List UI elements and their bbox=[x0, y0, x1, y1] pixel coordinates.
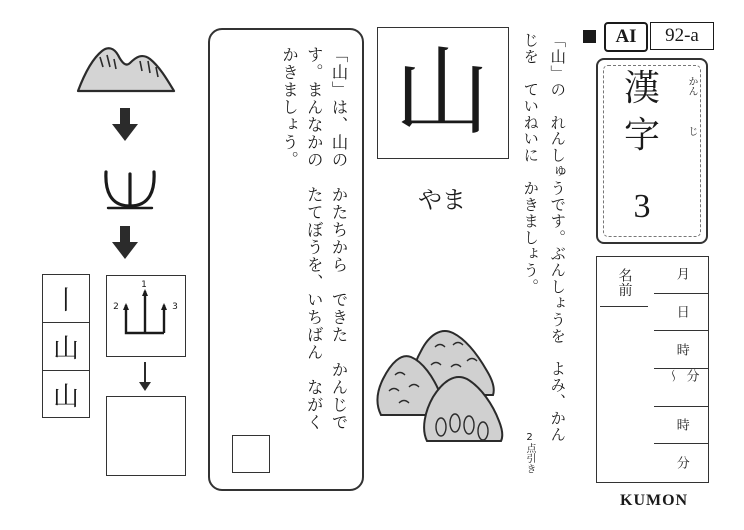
arrow-icon bbox=[112, 108, 138, 142]
title-furigana-1: かん bbox=[686, 76, 697, 96]
name-label: 名前 bbox=[600, 260, 648, 307]
date-cell-hour-end[interactable]: 時 bbox=[654, 407, 708, 445]
square-mark-icon bbox=[583, 30, 596, 43]
mountain-illustration bbox=[70, 45, 180, 95]
brand-logo: KUMON bbox=[620, 492, 689, 509]
stroke-step-column bbox=[42, 274, 90, 418]
score-note: 2点引き bbox=[524, 432, 535, 474]
date-cell-hour-start[interactable]: 時 bbox=[654, 331, 708, 369]
page-number: 92-a bbox=[650, 22, 714, 50]
date-cell-day[interactable]: 日 bbox=[654, 294, 708, 332]
date-cell-list bbox=[654, 256, 708, 481]
practice-blank-box[interactable] bbox=[106, 396, 186, 476]
right-instruction-line-1: じを ていねいに かきましょう。 bbox=[521, 32, 540, 295]
right-instruction-line-2: 「山」の れんしゅうです。ぶんしょうを よみ、かん bbox=[548, 32, 567, 443]
title-char-2: 字 bbox=[623, 115, 660, 156]
date-cell-month[interactable]: 月 bbox=[654, 256, 708, 294]
stroke-step-2: 山 bbox=[42, 322, 90, 370]
date-cell-minute-start[interactable]: 分 〜 bbox=[654, 369, 708, 407]
kanji-reading: やま bbox=[418, 186, 466, 214]
panel-answer-box[interactable] bbox=[232, 435, 270, 473]
svg-text:1: 1 bbox=[141, 280, 147, 290]
instruction-panel-text: 「山」は、山の かたちから できた かんじです。まんなかの たてぼうを、いちばん ながく かきましょう。 bbox=[279, 46, 348, 449]
instruction-panel bbox=[208, 28, 364, 491]
series-badge: AI bbox=[604, 22, 648, 52]
arrow-icon bbox=[112, 226, 138, 260]
stroke-order-diagram bbox=[106, 275, 184, 355]
svg-text:2: 2 bbox=[113, 302, 119, 312]
title-char-1: 漢 bbox=[623, 68, 660, 109]
stroke-step-3: 山 bbox=[42, 370, 90, 418]
kanji-character: 山 bbox=[394, 36, 490, 148]
arrow-thin-icon bbox=[136, 362, 154, 392]
svg-text:3: 3 bbox=[172, 302, 178, 312]
stroke-step-1: 丨 bbox=[42, 274, 90, 322]
hills-illustration bbox=[375, 305, 510, 445]
oracle-bone-glyph bbox=[100, 168, 160, 214]
title-level-number: 3 bbox=[633, 188, 651, 225]
date-cell-minute-end[interactable]: 分 bbox=[673, 455, 689, 470]
title-furigana-2: じ bbox=[686, 126, 697, 136]
